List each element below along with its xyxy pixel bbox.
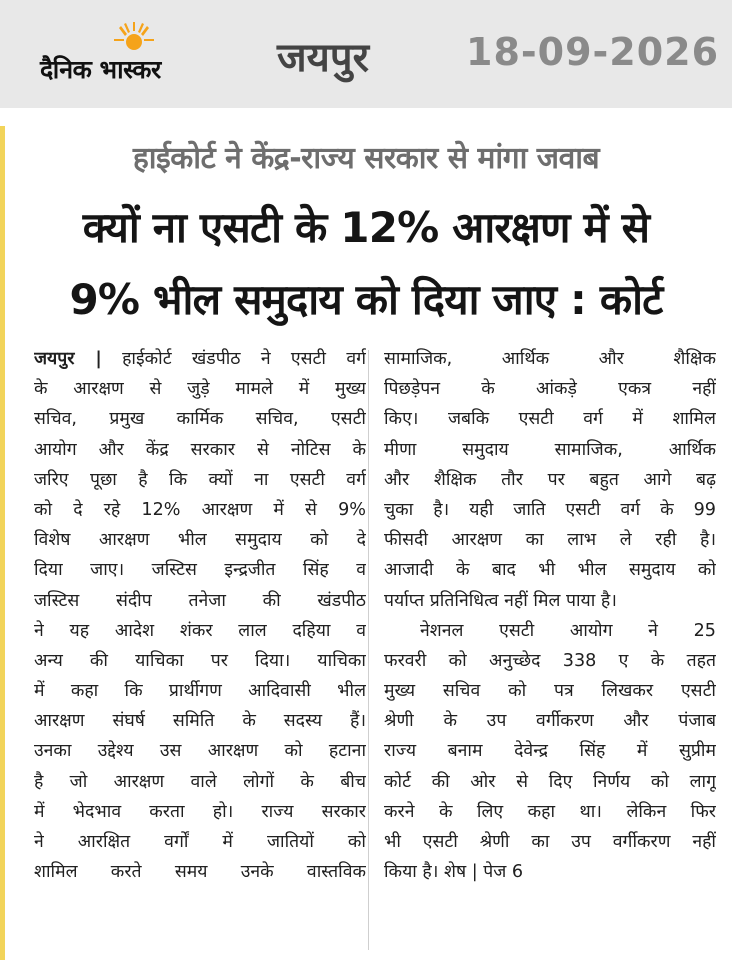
body-line: श्रेणी के उप वर्गीकरण और पंजाब xyxy=(384,711,716,732)
body-line: फरवरी को अनुच्छेद 338 ए के तहत xyxy=(384,650,716,671)
body-line: आजादी के बाद भी भील समुदाय को xyxy=(384,560,716,581)
body-line: सचिव, प्रमुख कार्मिक सचिव, एसटी xyxy=(34,409,366,430)
body-line: जयपुर | हाईकोर्ट खंडपीठ ने एसटी वर्ग xyxy=(34,349,366,369)
headline-line-2: 9% भील समुदाय को दिया जाए : कोर्ट xyxy=(69,275,663,324)
body-line: पर्याप्त प्रतिनिधित्व नहीं मिल पाया है। xyxy=(384,590,617,611)
column-divider xyxy=(368,350,369,950)
edition-date: 18-09-2026 xyxy=(466,30,720,74)
headline-line-1: क्यों ना एसटी के 12% आरक्षण में से xyxy=(82,203,650,252)
edition-city: जयपुर xyxy=(277,35,369,81)
body-line: जरिए पूछा है कि क्यों ना एसटी वर्ग xyxy=(34,469,366,490)
body-line: मुख्य सचिव को पत्र लिखकर एसटी xyxy=(384,681,716,702)
body-line: भी एसटी श्रेणी का उप वर्गीकरण नहीं xyxy=(384,832,716,852)
body-line: आयोग और केंद्र सरकार से नोटिस के xyxy=(34,439,366,460)
body-line: किए। जबकि एसटी वर्ग में शामिल xyxy=(384,409,716,430)
body-line: करने के लिए कहा था। लेकिन फिर xyxy=(384,801,716,822)
sun-icon xyxy=(114,22,154,52)
body-line: पिछड़ेपन के आंकड़े एकत्र नहीं xyxy=(384,379,716,400)
body-line: आरक्षण संघर्ष समिति के सदस्य हैं। xyxy=(34,711,366,732)
body-line: कोर्ट की ओर से दिए निर्णय को लागू xyxy=(384,771,716,792)
body-line: के आरक्षण से जुड़े मामले में मुख्य xyxy=(34,379,366,400)
body-line: दिया जाए। जस्टिस इन्द्रजीत सिंह व xyxy=(34,560,366,581)
body-line: चुका है। यही जाति एसटी वर्ग के 99 xyxy=(384,499,716,520)
continuation-line: किया है। शेष | पेज 6 xyxy=(384,862,524,883)
body-line: में भेदभाव करता हो। राज्य सरकार xyxy=(34,801,366,822)
body-line: ने आरक्षित वर्गों में जातियों को xyxy=(34,832,366,852)
body-line: में कहा कि प्रार्थीगण आदिवासी भील xyxy=(34,681,366,702)
body-line: विशेष आरक्षण भील समुदाय को दे xyxy=(34,530,366,551)
newspaper-logo xyxy=(40,22,230,92)
body-line: और शैक्षिक तौर पर बहुत आगे बढ़ xyxy=(384,469,716,490)
body-line: राज्य बनाम देवेन्द्र सिंह में सुप्रीम xyxy=(384,741,716,762)
dateline: जयपुर | xyxy=(34,349,102,369)
body-line: उनका उद्देश्य उस आरक्षण को हटाना xyxy=(34,741,366,762)
body-line: ने यह आदेश शंकर लाल दहिया व xyxy=(34,620,366,641)
article-column-1 xyxy=(34,344,366,887)
body-line: अन्य की याचिका पर दिया। याचिका xyxy=(34,650,366,671)
body-line: है जो आरक्षण वाले लोगों के बीच xyxy=(34,771,366,792)
body-line: शामिल करते समय उनके वास्तविक xyxy=(34,862,366,883)
body-line: मीणा समुदाय सामाजिक, आर्थिक xyxy=(384,439,716,460)
masthead xyxy=(0,0,732,108)
body-line: नेशनल एसटी आयोग ने 25 xyxy=(420,620,716,641)
brand-name: दैनिक भास्कर xyxy=(40,55,161,84)
body-line: सामाजिक, आर्थिक और शैक्षिक xyxy=(384,349,716,369)
article-column-2 xyxy=(384,344,716,887)
body-line: को दे रहे 12% आरक्षण में से 9% xyxy=(34,499,366,520)
body-line: जस्टिस संदीप तनेजा की खंडपीठ xyxy=(34,590,366,611)
body-line: फीसदी आरक्षण का लाभ ले रही है। xyxy=(384,530,716,551)
kicker-headline: हाईकोर्ट ने केंद्र-राज्य सरकार से मांगा जवाब xyxy=(132,141,600,176)
